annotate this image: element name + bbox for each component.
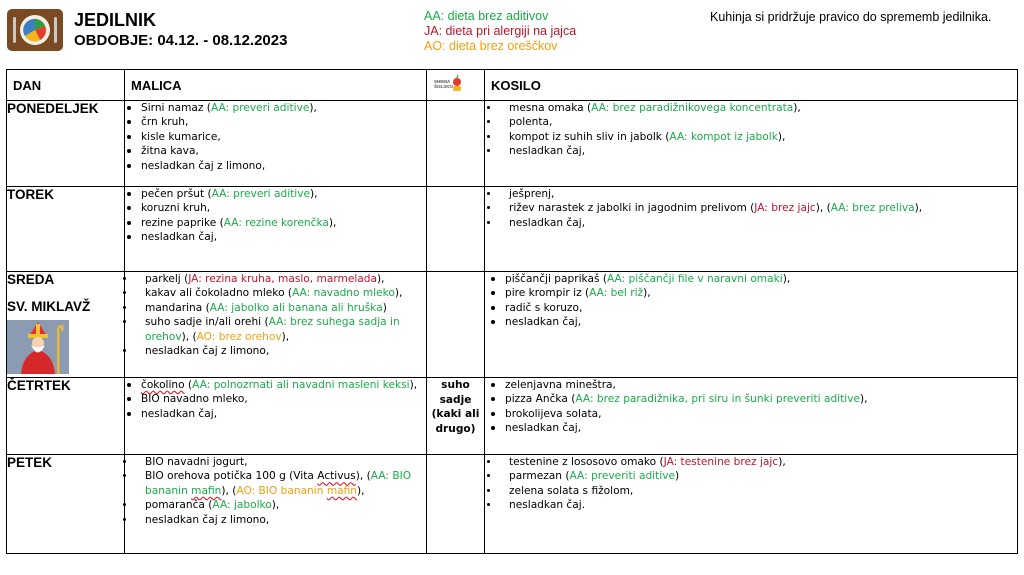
item-text: nesladkan čaj, xyxy=(509,145,586,158)
item-text: Sirni namaz ( xyxy=(141,102,211,114)
item-text: ), xyxy=(777,130,786,143)
svg-text:ŠOLSKO: ŠOLSKO xyxy=(434,83,454,89)
menu-item xyxy=(489,315,1017,329)
menu-item xyxy=(125,230,426,244)
menu-item xyxy=(489,301,1017,315)
table-row xyxy=(7,272,1018,378)
diet-note: AA: kompot iz jabolk xyxy=(669,130,778,143)
holiday-label: SV. MIKLAVŽ xyxy=(7,299,91,314)
item-text: žitna kava, xyxy=(141,145,199,158)
malica-cell xyxy=(125,378,427,455)
snack-cell xyxy=(427,187,485,272)
menu-item xyxy=(125,101,426,115)
malica-list xyxy=(125,272,426,358)
item-text: nesladkan čaj z limono, xyxy=(141,159,266,172)
day-label: ČETRTEK xyxy=(7,378,71,393)
malica-cell xyxy=(125,187,427,272)
diet-note: AA: preveri aditive xyxy=(210,102,310,114)
menu-item xyxy=(489,187,1017,201)
header-kosilo: KOSILO xyxy=(485,70,1018,101)
menu-item xyxy=(125,159,426,173)
item-text: črn kruh, xyxy=(141,116,189,129)
item-text: ), xyxy=(310,188,318,200)
item-text: nesladkan čaj. xyxy=(509,499,586,512)
item-text: radič s koruzo, xyxy=(505,301,583,314)
malica-cell xyxy=(125,272,427,378)
day-label: SREDA xyxy=(7,272,55,287)
table-row xyxy=(7,378,1018,455)
malica-cell xyxy=(125,101,427,187)
item-text: ), xyxy=(778,456,786,468)
snack-cell xyxy=(427,101,485,187)
menu-item xyxy=(125,272,426,286)
kitchen-notice: Kuhinja si pridržuje pravico do sprememb jedilnika. xyxy=(710,10,992,24)
diet-note: AA: brez suhega sadja in orehov xyxy=(145,316,400,343)
item-text: BIO navadni jogurt, xyxy=(145,456,248,468)
malica-list xyxy=(125,101,426,173)
item-text: ), xyxy=(793,102,801,114)
item-text: piščančji paprikaš ( xyxy=(505,273,607,285)
header-snack xyxy=(427,70,485,101)
menu-item xyxy=(489,144,1017,158)
table-row xyxy=(7,101,1018,187)
legend-ja: JA: dieta pri alergiji na jajca xyxy=(424,24,577,38)
item-text: Activus xyxy=(317,470,356,483)
menu-item xyxy=(489,498,1017,512)
menu-item xyxy=(125,469,426,498)
menu-item xyxy=(125,115,426,129)
kosilo-list xyxy=(489,187,1017,230)
menu-item xyxy=(489,115,1017,129)
item-text: BIO navadno mleko, xyxy=(141,393,248,406)
menu-item xyxy=(489,216,1017,230)
table-row xyxy=(7,455,1018,554)
menu-item xyxy=(125,201,426,215)
diet-note: AA: brez paradižnikovega koncentrata xyxy=(591,102,794,114)
item-text: ), xyxy=(394,287,403,300)
diet-note: JA: testenine brez jajc xyxy=(663,456,779,468)
table-row xyxy=(7,187,1018,272)
item-text: ), xyxy=(328,216,337,229)
menu-item xyxy=(489,201,1017,215)
menu-item xyxy=(125,392,426,406)
item-text: čokolino xyxy=(141,379,185,391)
menu-item xyxy=(489,286,1017,300)
diet-note: mafin xyxy=(326,484,358,497)
diet-note: AA: piščančji file v naravni omaki xyxy=(607,273,783,285)
item-text: pečen pršut ( xyxy=(141,188,212,200)
svg-text:SHEMA: SHEMA xyxy=(434,78,451,84)
malica-list xyxy=(125,455,426,527)
item-text: testenine z lososovo omako ( xyxy=(509,456,664,468)
item-text: ), xyxy=(860,393,868,406)
item-text: pizza Ančka ( xyxy=(505,393,576,406)
day-cell xyxy=(7,378,125,455)
diet-note: JA: brez jajc xyxy=(754,202,816,215)
item-text: ), xyxy=(914,202,923,215)
item-text: pomaranča ( xyxy=(145,499,213,512)
item-text: ), xyxy=(782,273,791,285)
item-text: nesladkan čaj, xyxy=(505,422,582,435)
menu-item xyxy=(489,130,1017,144)
menu-item xyxy=(125,455,426,469)
item-text: nesladkan čaj z limono, xyxy=(145,513,270,526)
item-text: kakav ali čokoladno mleko ( xyxy=(145,287,293,300)
day-label: TOREK xyxy=(7,187,55,202)
day-cell xyxy=(7,187,125,272)
item-text: rezine paprike ( xyxy=(141,216,224,229)
diet-note: AA: preveri aditive xyxy=(211,188,311,200)
menu-period: OBDOBJE: 04.12. - 08.12.2023 xyxy=(74,32,288,49)
header-day: DAN xyxy=(7,70,125,101)
menu-item xyxy=(125,144,426,158)
snack-cell xyxy=(427,272,485,378)
menu-item xyxy=(125,130,426,144)
diet-note: AA: brez paradižnika, pri siru in šunki preveriti aditive xyxy=(575,393,860,406)
legend-ao: AO: dieta brez oreščkov xyxy=(424,39,558,53)
legend-aa: AA: dieta brez aditivov xyxy=(424,9,549,23)
diet-note: AO: brez orehov xyxy=(196,330,282,343)
fruit-scheme-icon xyxy=(433,74,463,94)
item-text: nesladkan čaj, xyxy=(505,316,582,329)
item-text: mesna omaka ( xyxy=(509,102,592,114)
kosilo-list xyxy=(489,101,1017,159)
menu-item xyxy=(125,187,426,201)
item-text: ), xyxy=(271,499,280,512)
item-text: rižev narastek z jabolki in jagodnim prelivom ( xyxy=(509,202,755,215)
diet-note: AA: brez preliva xyxy=(830,202,915,215)
day-label: PETEK xyxy=(7,455,53,470)
diet-note: AA: preveriti aditive xyxy=(569,470,675,483)
item-text: ( xyxy=(184,379,193,391)
malica-cell xyxy=(125,455,427,554)
item-text: pire krompir iz ( xyxy=(505,287,590,300)
item-text: parmezan ( xyxy=(509,470,570,483)
item-text: nesladkan čaj z limono, xyxy=(145,345,270,358)
item-text: ), xyxy=(281,330,290,343)
diet-note: AA: polnozrnati ali navadni masleni keksi xyxy=(192,379,410,391)
menu-item xyxy=(489,407,1017,421)
day-cell xyxy=(7,101,125,187)
menu-item xyxy=(125,286,426,300)
menu-item xyxy=(125,216,426,230)
kosilo-cell xyxy=(485,378,1018,455)
kosilo-list xyxy=(489,272,1017,330)
item-text: ), xyxy=(409,379,418,391)
menu-item xyxy=(125,344,426,358)
school-meal-logo xyxy=(7,9,63,51)
diet-note: AA: jabolko ali banana ali hruška xyxy=(209,301,383,314)
item-text: kompot iz suhih sliv in jabolk ( xyxy=(509,130,670,143)
item-text: mandarina ( xyxy=(145,301,210,314)
item-text: ), xyxy=(357,484,365,497)
item-text: koruzni kruh, xyxy=(141,202,211,215)
menu-item xyxy=(489,272,1017,286)
snack-cell: suho sadje (kaki ali drugo) xyxy=(427,378,485,455)
header-malica: MALICA xyxy=(125,70,427,101)
item-text: ), ( xyxy=(221,484,237,497)
menu-item xyxy=(125,315,426,344)
diet-note: AA: BIO bananin xyxy=(145,470,412,497)
saint-nicholas-picture xyxy=(7,320,69,374)
kosilo-list xyxy=(489,455,1017,513)
kosilo-list xyxy=(489,378,1017,436)
kosilo-cell xyxy=(485,101,1018,187)
menu-item xyxy=(489,378,1017,392)
menu-item xyxy=(489,455,1017,469)
malica-list xyxy=(125,187,426,245)
day-label: PONEDELJEK xyxy=(7,101,99,116)
diet-note: AO: BIO bananin xyxy=(236,484,327,497)
menu-item xyxy=(125,407,426,421)
kosilo-cell xyxy=(485,187,1018,272)
diet-note: mafin xyxy=(191,484,222,497)
diet-note: AA: bel riž xyxy=(589,287,644,300)
item-text: ) xyxy=(675,470,680,483)
item-text: ) xyxy=(382,301,387,314)
item-text: nesladkan čaj, xyxy=(509,216,586,229)
table-header-row xyxy=(7,70,1018,101)
kosilo-cell xyxy=(485,455,1018,554)
menu-item xyxy=(489,484,1017,498)
item-text: brokolijeva solata, xyxy=(505,407,602,420)
page-title: JEDILNIK xyxy=(74,10,157,30)
menu-item xyxy=(489,392,1017,406)
item-text: ), ( xyxy=(815,202,831,215)
menu-item xyxy=(125,301,426,315)
item-text: polenta, xyxy=(509,116,553,129)
item-text: kisle kumarice, xyxy=(141,130,221,143)
item-text: ješprenj, xyxy=(509,188,555,200)
menu-item xyxy=(125,378,426,392)
item-text: suho sadje in/ali orehi ( xyxy=(145,316,269,329)
item-text: zelena solata s fižolom, xyxy=(509,484,634,497)
item-text: ), xyxy=(377,273,385,285)
item-text: ), ( xyxy=(355,470,371,483)
diet-note: JA: rezina kruha, maslo, marmelada xyxy=(188,273,377,285)
item-text: ), ( xyxy=(181,330,197,343)
item-text: ), xyxy=(309,102,317,114)
menu-table xyxy=(6,69,1018,554)
snack-cell xyxy=(427,455,485,554)
malica-list xyxy=(125,378,426,421)
menu-item xyxy=(489,421,1017,435)
item-text: ), xyxy=(643,287,651,300)
menu-item xyxy=(125,513,426,527)
menu-item xyxy=(489,101,1017,115)
item-text: nesladkan čaj, xyxy=(141,231,218,244)
kosilo-cell xyxy=(485,272,1018,378)
page-header xyxy=(0,0,1024,62)
diet-note: AA: jabolko xyxy=(212,499,272,512)
item-text: BIO orehova potička 100 g (Vita xyxy=(145,470,318,483)
item-text: nesladkan čaj, xyxy=(141,407,218,420)
menu-item xyxy=(125,498,426,512)
day-cell xyxy=(7,455,125,554)
item-text: zelenjavna mineštra, xyxy=(505,379,616,391)
diet-note: AA: navadno mleko xyxy=(292,287,395,300)
diet-legend xyxy=(424,9,576,54)
diet-note: AA: rezine korenčka xyxy=(223,216,329,229)
day-cell xyxy=(7,272,125,378)
item-text: parkelj ( xyxy=(145,273,189,285)
menu-item xyxy=(489,469,1017,483)
